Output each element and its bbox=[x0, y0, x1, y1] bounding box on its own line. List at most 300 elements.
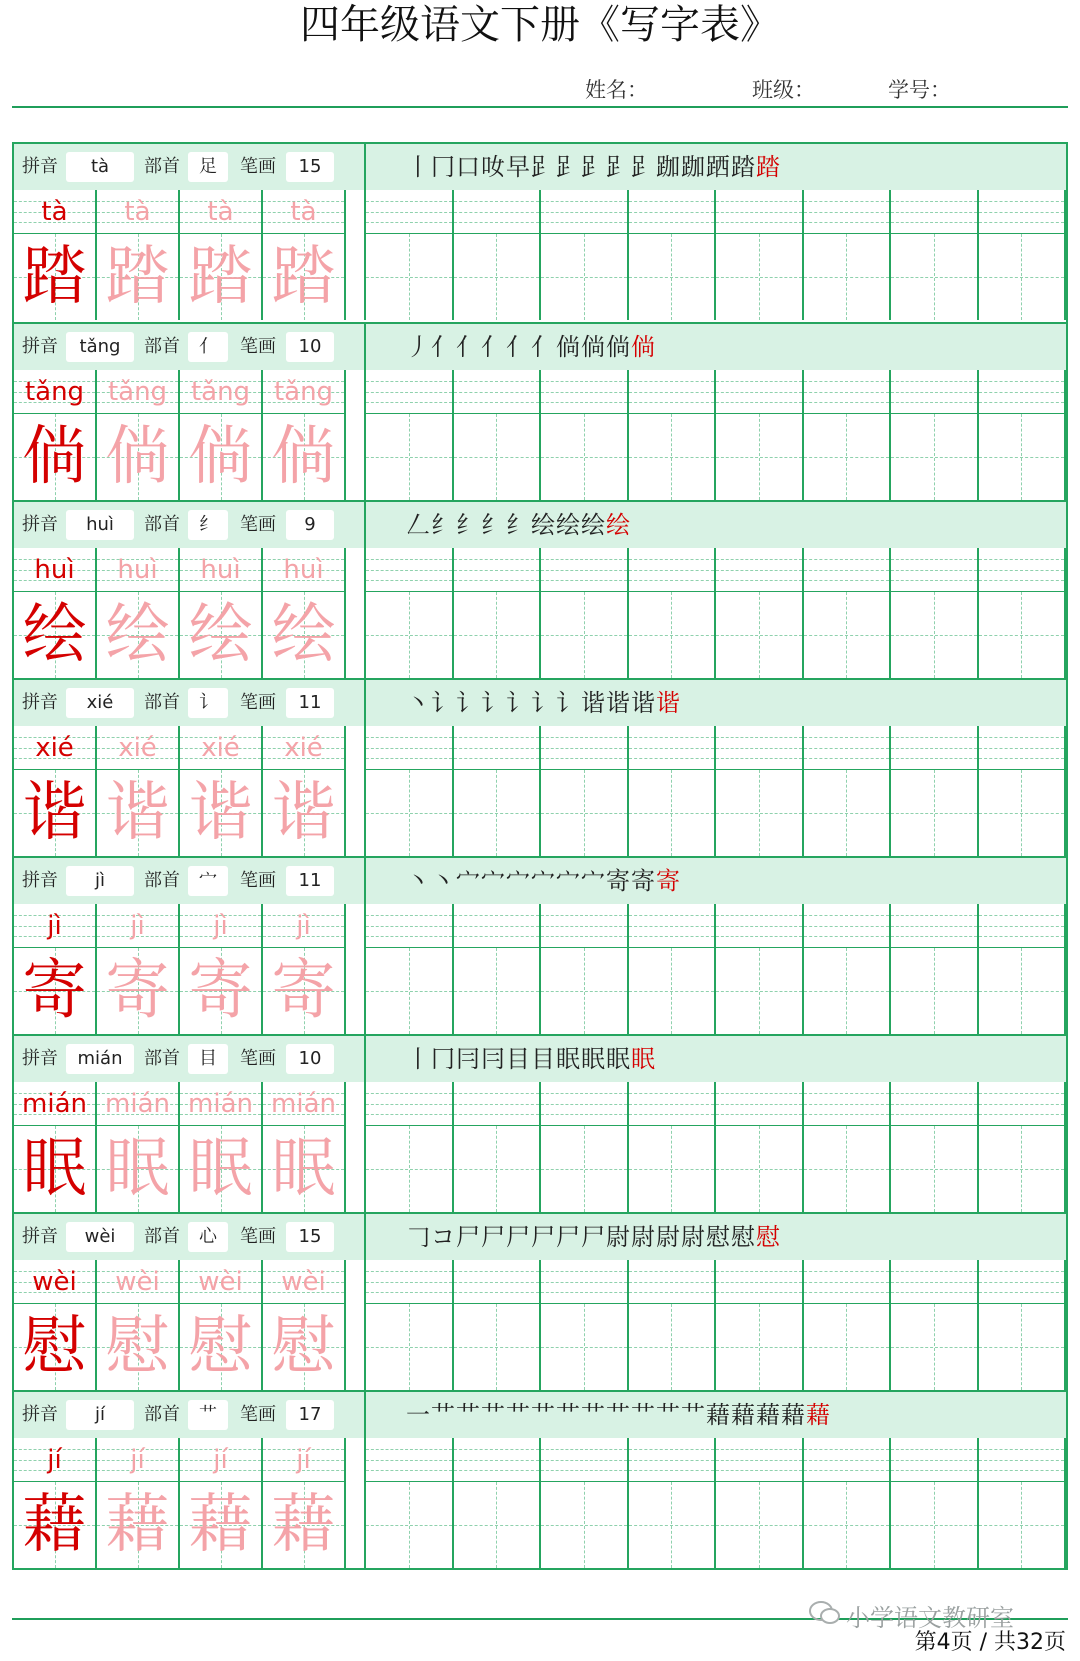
writing-cell[interactable] bbox=[541, 234, 629, 320]
character-model: 绘 bbox=[22, 598, 87, 672]
character-trace: 踏 bbox=[188, 240, 253, 314]
stroke-order bbox=[406, 144, 781, 190]
stroke-count-value: 11 bbox=[286, 866, 334, 896]
writing-cell bbox=[263, 1482, 346, 1568]
writing-cell[interactable] bbox=[891, 234, 979, 320]
section-divider bbox=[364, 858, 366, 1034]
radical-label: 部首 bbox=[144, 692, 180, 713]
stroke-step: 讠 bbox=[556, 689, 581, 717]
pinyin-cell[interactable] bbox=[716, 548, 804, 592]
pinyin-trace: jí bbox=[296, 1445, 311, 1475]
writing-cell[interactable] bbox=[804, 592, 892, 678]
writing-cell[interactable] bbox=[979, 770, 1067, 856]
pinyin-cell[interactable] bbox=[979, 548, 1067, 592]
page-number: 第4页 / 共32页 bbox=[914, 1630, 1066, 1655]
pinyin-cell bbox=[14, 190, 97, 234]
pinyin-cell[interactable] bbox=[454, 1260, 542, 1304]
pinyin-cell bbox=[180, 190, 263, 234]
writing-cell bbox=[263, 592, 346, 678]
pinyin-cell[interactable] bbox=[891, 1260, 979, 1304]
pinyin-model: jì bbox=[47, 911, 62, 941]
stroke-step: 倘 bbox=[606, 333, 631, 361]
pinyin-cell[interactable] bbox=[804, 548, 892, 592]
stroke-step: 丨 bbox=[406, 1045, 431, 1073]
writing-cell[interactable] bbox=[454, 1482, 542, 1568]
writing-cell bbox=[263, 770, 346, 856]
pinyin-value: mián bbox=[66, 1044, 134, 1074]
pinyin-model: jí bbox=[47, 1445, 62, 1475]
pinyin-cell[interactable] bbox=[979, 904, 1067, 948]
writing-cell[interactable] bbox=[541, 1126, 629, 1212]
stroke-step: 尸 bbox=[456, 1223, 481, 1251]
pinyin-cell bbox=[180, 548, 263, 592]
pinyin-cell[interactable] bbox=[629, 726, 717, 770]
stroke-count-value: 9 bbox=[286, 510, 334, 540]
section-divider bbox=[364, 144, 366, 320]
pinyin-cell[interactable] bbox=[366, 904, 454, 948]
stroke-order bbox=[406, 502, 631, 548]
pinyin-trace: tǎng bbox=[190, 377, 251, 407]
header-rule bbox=[12, 106, 1068, 108]
character-block bbox=[14, 500, 1066, 678]
pinyin-cell[interactable] bbox=[804, 1082, 892, 1126]
pinyin-cell[interactable] bbox=[366, 190, 454, 234]
pinyin-cell[interactable] bbox=[366, 1438, 454, 1482]
stroke-order bbox=[406, 680, 681, 726]
stroke-step: 冂 bbox=[431, 1045, 456, 1073]
character-info-bar bbox=[14, 1392, 1066, 1438]
stroke-step: 艹 bbox=[531, 1401, 556, 1429]
character-info-bar bbox=[14, 1036, 1066, 1082]
writing-cell[interactable] bbox=[891, 414, 979, 500]
stroke-step: 尉 bbox=[631, 1223, 656, 1251]
pinyin-cell[interactable] bbox=[454, 548, 542, 592]
stroke-step: 谐 bbox=[581, 689, 606, 717]
writing-cell[interactable] bbox=[454, 1304, 542, 1390]
pinyin-trace: wèi bbox=[198, 1267, 243, 1297]
writing-cell bbox=[97, 770, 180, 856]
writing-cell[interactable] bbox=[366, 592, 454, 678]
pinyin-cell[interactable] bbox=[629, 1438, 717, 1482]
stroke-step: 丿 bbox=[406, 333, 431, 361]
writing-cell[interactable] bbox=[716, 414, 804, 500]
stroke-step: 眠 bbox=[581, 1045, 606, 1073]
writing-cell[interactable] bbox=[804, 234, 892, 320]
writing-cell[interactable] bbox=[804, 948, 892, 1034]
pinyin-cell[interactable] bbox=[366, 726, 454, 770]
writing-cell[interactable] bbox=[454, 948, 542, 1034]
writing-cell[interactable] bbox=[979, 234, 1067, 320]
stroke-step: 宀 bbox=[456, 867, 481, 895]
writing-cell[interactable] bbox=[716, 770, 804, 856]
pinyin-cell[interactable] bbox=[979, 726, 1067, 770]
writing-cell[interactable] bbox=[891, 770, 979, 856]
section-divider bbox=[364, 1214, 366, 1390]
pinyin-cell[interactable] bbox=[541, 904, 629, 948]
pinyin-cell[interactable] bbox=[454, 190, 542, 234]
character-info-bar bbox=[14, 324, 1066, 370]
stroke-count-label: 笔画 bbox=[240, 1048, 276, 1069]
writing-cell[interactable] bbox=[629, 948, 717, 1034]
character-trace: 倘 bbox=[271, 420, 336, 494]
pinyin-cell[interactable] bbox=[541, 1082, 629, 1126]
stroke-step: 𧾷 bbox=[606, 153, 631, 181]
stroke-step: 口 bbox=[456, 153, 481, 181]
pinyin-label: 拼音 bbox=[22, 692, 58, 713]
stroke-step: 纟 bbox=[481, 511, 506, 539]
pinyin-trace: jì bbox=[130, 911, 145, 941]
stroke-step: 艹 bbox=[431, 1401, 456, 1429]
character-trace: 谐 bbox=[271, 776, 336, 850]
stroke-step: 绘 bbox=[531, 511, 556, 539]
pinyin-cell[interactable] bbox=[366, 548, 454, 592]
writing-cell[interactable] bbox=[366, 1304, 454, 1390]
character-info-bar bbox=[14, 858, 1066, 904]
pinyin-cell bbox=[14, 370, 97, 414]
stroke-step: 跴 bbox=[706, 153, 731, 181]
writing-cell[interactable] bbox=[541, 770, 629, 856]
writing-cell[interactable] bbox=[454, 414, 542, 500]
writing-cell bbox=[180, 770, 263, 856]
character-block bbox=[14, 1390, 1066, 1568]
stroke-step: 冃 bbox=[456, 1045, 481, 1073]
writing-cell bbox=[180, 948, 263, 1034]
stroke-step: 艹 bbox=[556, 1401, 581, 1429]
writing-cell[interactable] bbox=[979, 1482, 1067, 1568]
section-divider bbox=[364, 1392, 366, 1568]
class-label: 班级： bbox=[752, 78, 815, 102]
character-trace: 谐 bbox=[105, 776, 170, 850]
character-model: 谐 bbox=[22, 776, 87, 850]
writing-cell[interactable] bbox=[366, 234, 454, 320]
pinyin-cell bbox=[14, 904, 97, 948]
stroke-count-label: 笔画 bbox=[240, 156, 276, 177]
pinyin-cell[interactable] bbox=[629, 1260, 717, 1304]
writing-cell[interactable] bbox=[629, 414, 717, 500]
writing-cell[interactable] bbox=[979, 1126, 1067, 1212]
name-label: 姓名： bbox=[585, 78, 648, 102]
pinyin-cell[interactable] bbox=[716, 1082, 804, 1126]
pinyin-value: xié bbox=[66, 688, 134, 718]
pinyin-cell[interactable] bbox=[804, 1438, 892, 1482]
writing-cell[interactable] bbox=[979, 592, 1067, 678]
pinyin-trace: huì bbox=[283, 555, 324, 585]
stroke-step: 尸 bbox=[581, 1223, 606, 1251]
writing-cell bbox=[97, 592, 180, 678]
pinyin-cell[interactable] bbox=[804, 190, 892, 234]
pinyin-cell[interactable] bbox=[716, 1438, 804, 1482]
pinyin-cell[interactable] bbox=[454, 1082, 542, 1126]
pinyin-cell[interactable] bbox=[629, 370, 717, 414]
writing-cell[interactable] bbox=[629, 592, 717, 678]
writing-cell[interactable] bbox=[454, 1126, 542, 1212]
pinyin-cell[interactable] bbox=[891, 1082, 979, 1126]
writing-cell[interactable] bbox=[716, 1482, 804, 1568]
stroke-count-value: 15 bbox=[286, 152, 334, 182]
writing-cell bbox=[97, 234, 180, 320]
pinyin-cell[interactable] bbox=[891, 904, 979, 948]
character-block bbox=[14, 1212, 1066, 1390]
pinyin-cell[interactable] bbox=[629, 904, 717, 948]
pinyin-label: 拼音 bbox=[22, 156, 58, 177]
stroke-step: 讠 bbox=[481, 689, 506, 717]
writing-cell[interactable] bbox=[716, 948, 804, 1034]
writing-cell[interactable] bbox=[716, 592, 804, 678]
stroke-count-label: 笔画 bbox=[240, 1226, 276, 1247]
writing-cell[interactable] bbox=[366, 948, 454, 1034]
pinyin-cell bbox=[97, 904, 180, 948]
pinyin-trace: mián bbox=[271, 1089, 336, 1119]
pinyin-cell bbox=[263, 1082, 346, 1126]
stroke-step: 绘 bbox=[606, 511, 631, 539]
pinyin-cell[interactable] bbox=[891, 726, 979, 770]
character-block bbox=[14, 678, 1066, 856]
writing-cell[interactable] bbox=[891, 1304, 979, 1390]
writing-cell[interactable] bbox=[804, 1304, 892, 1390]
stroke-step: 藉 bbox=[706, 1401, 731, 1429]
pinyin-cell[interactable] bbox=[716, 190, 804, 234]
radical-value: 亻 bbox=[188, 332, 228, 362]
writing-cell[interactable] bbox=[804, 770, 892, 856]
section-divider bbox=[364, 502, 366, 678]
writing-cell[interactable] bbox=[979, 414, 1067, 500]
stroke-count-label: 笔画 bbox=[240, 514, 276, 535]
radical-value: 目 bbox=[188, 1044, 228, 1074]
writing-cell[interactable] bbox=[454, 770, 542, 856]
pinyin-cell bbox=[263, 904, 346, 948]
page-title: 四年级语文下册《写字表》 bbox=[300, 2, 780, 48]
pinyin-cell[interactable] bbox=[629, 548, 717, 592]
character-trace: 倘 bbox=[105, 420, 170, 494]
writing-cell[interactable] bbox=[716, 234, 804, 320]
writing-cell[interactable] bbox=[891, 1126, 979, 1212]
writing-cell[interactable] bbox=[891, 1482, 979, 1568]
pinyin-label: 拼音 bbox=[22, 1226, 58, 1247]
stroke-step: 慰 bbox=[706, 1223, 731, 1251]
section-divider bbox=[364, 1036, 366, 1212]
pinyin-cell[interactable] bbox=[979, 1438, 1067, 1482]
writing-cell[interactable] bbox=[804, 1482, 892, 1568]
pinyin-cell[interactable] bbox=[804, 726, 892, 770]
pinyin-cell[interactable] bbox=[716, 726, 804, 770]
pinyin-label: 拼音 bbox=[22, 336, 58, 357]
pinyin-cell[interactable] bbox=[454, 370, 542, 414]
character-info-bar bbox=[14, 1214, 1066, 1260]
stroke-step: 踏 bbox=[756, 153, 781, 181]
pinyin-cell bbox=[14, 726, 97, 770]
character-info-bar bbox=[14, 680, 1066, 726]
stroke-step: 宀 bbox=[531, 867, 556, 895]
pinyin-cell bbox=[97, 726, 180, 770]
pinyin-trace: xié bbox=[118, 733, 157, 763]
writing-cell[interactable] bbox=[541, 592, 629, 678]
pinyin-cell[interactable] bbox=[891, 370, 979, 414]
stroke-step: 丶 bbox=[406, 689, 431, 717]
writing-cell bbox=[14, 234, 97, 320]
pinyin-cell[interactable] bbox=[541, 370, 629, 414]
writing-cell[interactable] bbox=[891, 592, 979, 678]
stroke-step: 𠃋 bbox=[406, 511, 431, 539]
pinyin-cell[interactable] bbox=[979, 370, 1067, 414]
pinyin-cell[interactable] bbox=[541, 726, 629, 770]
pinyin-cell[interactable] bbox=[716, 1260, 804, 1304]
stroke-step: 踏 bbox=[731, 153, 756, 181]
pinyin-cell[interactable] bbox=[541, 1260, 629, 1304]
writing-cell[interactable] bbox=[366, 414, 454, 500]
pinyin-cell bbox=[180, 370, 263, 414]
stroke-step: 慰 bbox=[731, 1223, 756, 1251]
pinyin-cell[interactable] bbox=[454, 1438, 542, 1482]
pinyin-cell bbox=[97, 370, 180, 414]
stroke-step: 寄 bbox=[631, 867, 656, 895]
stroke-count-value: 10 bbox=[286, 1044, 334, 1074]
pinyin-cell[interactable] bbox=[716, 904, 804, 948]
pinyin-cell[interactable] bbox=[541, 548, 629, 592]
writing-cell[interactable] bbox=[716, 1304, 804, 1390]
writing-cell bbox=[97, 414, 180, 500]
pinyin-cell[interactable] bbox=[716, 370, 804, 414]
pinyin-cell[interactable] bbox=[804, 904, 892, 948]
stroke-step: 谐 bbox=[656, 689, 681, 717]
radical-label: 部首 bbox=[144, 1226, 180, 1247]
writing-cell[interactable] bbox=[366, 1482, 454, 1568]
pinyin-cell[interactable] bbox=[804, 1260, 892, 1304]
radical-label: 部首 bbox=[144, 336, 180, 357]
pinyin-value: tǎng bbox=[66, 332, 134, 362]
writing-cell bbox=[97, 1304, 180, 1390]
writing-cell bbox=[180, 414, 263, 500]
writing-cell[interactable] bbox=[804, 414, 892, 500]
pinyin-trace: jí bbox=[213, 1445, 228, 1475]
writing-cell[interactable] bbox=[541, 948, 629, 1034]
stroke-step: 藉 bbox=[756, 1401, 781, 1429]
character-trace: 倘 bbox=[188, 420, 253, 494]
stroke-step: 𧾷 bbox=[631, 153, 656, 181]
pinyin-cell[interactable] bbox=[454, 904, 542, 948]
stroke-count-value: 10 bbox=[286, 332, 334, 362]
stroke-step: 慰 bbox=[756, 1223, 781, 1251]
stroke-step: 绘 bbox=[556, 511, 581, 539]
stroke-step: 目 bbox=[506, 1045, 531, 1073]
character-trace: 寄 bbox=[105, 954, 170, 1028]
stroke-step: 目 bbox=[531, 1045, 556, 1073]
writing-cell[interactable] bbox=[629, 1126, 717, 1212]
pinyin-model: mián bbox=[22, 1089, 87, 1119]
pinyin-cell[interactable] bbox=[454, 726, 542, 770]
writing-cell[interactable] bbox=[891, 948, 979, 1034]
character-model: 慰 bbox=[22, 1310, 87, 1384]
pinyin-model: tà bbox=[41, 197, 68, 227]
writing-cell[interactable] bbox=[541, 414, 629, 500]
pinyin-cell[interactable] bbox=[541, 190, 629, 234]
stroke-order bbox=[406, 858, 681, 904]
stroke-count-value: 17 bbox=[286, 1400, 334, 1430]
stroke-step: 宀 bbox=[481, 867, 506, 895]
pinyin-cell[interactable] bbox=[979, 1082, 1067, 1126]
pinyin-value: tà bbox=[66, 152, 134, 182]
stroke-step: 讠 bbox=[506, 689, 531, 717]
radical-value: 心 bbox=[188, 1222, 228, 1252]
stroke-step: 尉 bbox=[656, 1223, 681, 1251]
pinyin-trace: jì bbox=[296, 911, 311, 941]
wechat-icon bbox=[808, 1600, 842, 1626]
writing-cell[interactable] bbox=[541, 1482, 629, 1568]
pinyin-cell bbox=[180, 904, 263, 948]
stroke-order bbox=[406, 324, 656, 370]
pinyin-cell[interactable] bbox=[891, 548, 979, 592]
writing-cell[interactable] bbox=[629, 1304, 717, 1390]
writing-cell[interactable] bbox=[629, 1482, 717, 1568]
pinyin-cell bbox=[263, 190, 346, 234]
stroke-step: 艹 bbox=[606, 1401, 631, 1429]
writing-cell bbox=[97, 1126, 180, 1212]
character-trace: 绘 bbox=[271, 598, 336, 672]
stroke-step: 𧾷 bbox=[531, 153, 556, 181]
writing-cell bbox=[263, 1304, 346, 1390]
character-model: 眠 bbox=[22, 1132, 87, 1206]
stroke-order bbox=[406, 1214, 781, 1260]
writing-cell[interactable] bbox=[979, 1304, 1067, 1390]
stroke-step: 丶 bbox=[431, 867, 456, 895]
pinyin-cell[interactable] bbox=[629, 1082, 717, 1126]
writing-cell[interactable] bbox=[629, 234, 717, 320]
writing-cell[interactable] bbox=[366, 1126, 454, 1212]
stroke-order bbox=[406, 1036, 656, 1082]
pinyin-cell[interactable] bbox=[629, 190, 717, 234]
stroke-step: 纟 bbox=[431, 511, 456, 539]
writing-cell[interactable] bbox=[454, 234, 542, 320]
pinyin-cell bbox=[97, 190, 180, 234]
stroke-step: 倘 bbox=[631, 333, 656, 361]
writing-sheet bbox=[12, 142, 1068, 1570]
pinyin-cell[interactable] bbox=[979, 1260, 1067, 1304]
pinyin-cell[interactable] bbox=[366, 1082, 454, 1126]
pinyin-cell[interactable] bbox=[366, 1260, 454, 1304]
stroke-step: 早 bbox=[506, 153, 531, 181]
stroke-step: 𠃌 bbox=[406, 1223, 431, 1251]
stroke-count-label: 笔画 bbox=[240, 336, 276, 357]
writing-cell[interactable] bbox=[541, 1304, 629, 1390]
pinyin-trace: tà bbox=[290, 197, 317, 227]
pinyin-cell[interactable] bbox=[804, 370, 892, 414]
pinyin-cell[interactable] bbox=[366, 370, 454, 414]
writing-cell[interactable] bbox=[804, 1126, 892, 1212]
character-info-bar bbox=[14, 144, 1066, 190]
pinyin-cell[interactable] bbox=[891, 190, 979, 234]
stroke-step: 谐 bbox=[631, 689, 656, 717]
writing-cell bbox=[97, 1482, 180, 1568]
writing-cell[interactable] bbox=[629, 770, 717, 856]
pinyin-cell[interactable] bbox=[979, 190, 1067, 234]
character-trace: 慰 bbox=[105, 1310, 170, 1384]
writing-cell[interactable] bbox=[979, 948, 1067, 1034]
writing-cell[interactable] bbox=[454, 592, 542, 678]
pinyin-trace: xié bbox=[201, 733, 240, 763]
character-info-bar bbox=[14, 502, 1066, 548]
pinyin-cell bbox=[180, 1438, 263, 1482]
stroke-step: 尸 bbox=[481, 1223, 506, 1251]
pinyin-cell[interactable] bbox=[541, 1438, 629, 1482]
radical-label: 部首 bbox=[144, 1048, 180, 1069]
stroke-step: 尸 bbox=[556, 1223, 581, 1251]
stroke-step: 眠 bbox=[556, 1045, 581, 1073]
writing-cell[interactable] bbox=[716, 1126, 804, 1212]
writing-cell bbox=[263, 948, 346, 1034]
pinyin-model: xié bbox=[35, 733, 74, 763]
pinyin-cell[interactable] bbox=[891, 1438, 979, 1482]
writing-cell[interactable] bbox=[366, 770, 454, 856]
stroke-step: 艹 bbox=[481, 1401, 506, 1429]
